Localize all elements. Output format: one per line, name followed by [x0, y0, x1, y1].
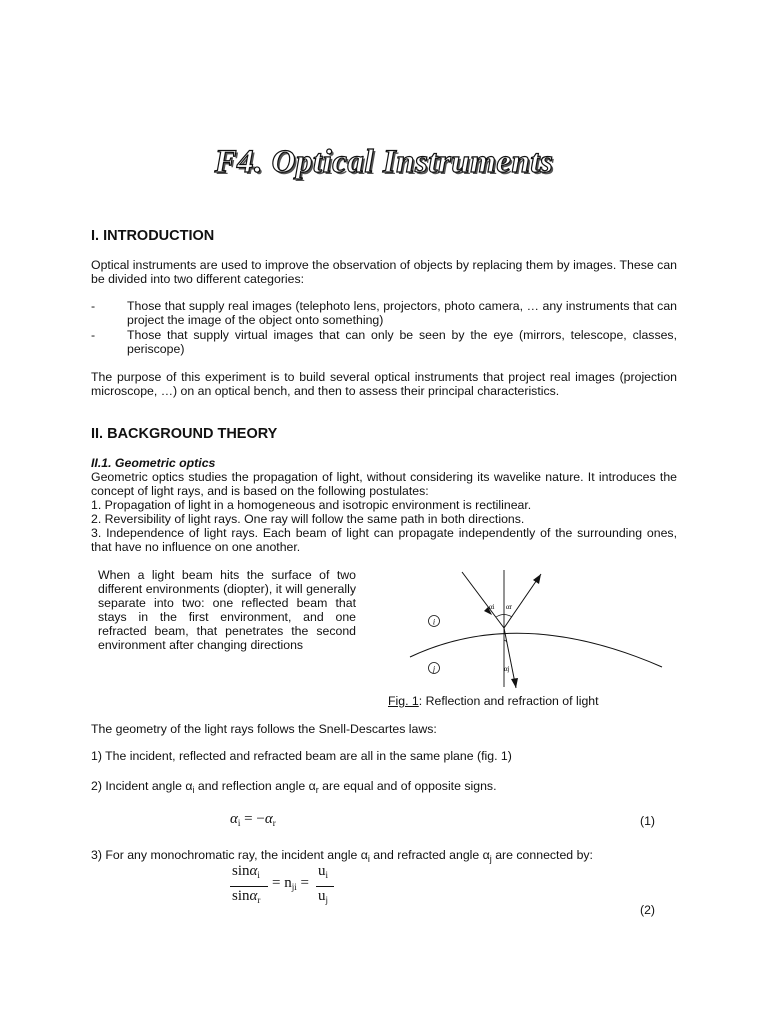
incident-ray — [462, 572, 504, 628]
intro-heading: I. INTRODUCTION — [91, 228, 215, 244]
env-i-label: i — [432, 617, 436, 627]
eq2-numerator-u: $u_i$ — [318, 863, 329, 880]
beam-description: When a light beam hits the surface of two different environments (diopter), it will generally separate into two: one reflected beam that stays in the first environment, and one refracted beam, that penetrates the second environment after changing directions — [98, 568, 356, 652]
eq2-numerator-sin: sinα$_i$ — [232, 863, 260, 880]
bullet-text: Those that supply virtual images that can only be seen by the eye (mirrors, telescope, classes, periscope) — [127, 328, 677, 356]
postulate-2: 2. Reversibility of light rays. One ray will follow the same path in both directions. — [91, 512, 525, 526]
intro-paragraph-2: The purpose of this experiment is to build several optical instruments that project real images (projection microscope, …) on an optical bench, and then to assess their principal characteristics. — [91, 370, 677, 398]
equation-1: $\alpha_i = -\alpha_r$ — [230, 811, 276, 828]
equation-1-number: (1) — [640, 814, 656, 828]
interface-curve — [410, 633, 662, 667]
bullet-marker: - — [91, 299, 96, 313]
bullet-text: Those that supply real images (telephoto lens, projectors, photo camera, … any instruments that can project the image of the object onto something) — [127, 299, 677, 327]
law-1: 1) The incident, reflected and refracted beam are all in the same plane (fig. 1) — [91, 749, 512, 763]
eq2-fraction-bar-1 — [230, 886, 268, 887]
figure-reflection-refraction — [400, 565, 690, 690]
theory-line-1: Geometric optics studies the propagation of light, without considering its wavelike nature. It introduces the concept of light rays, and is based on the following postulates: — [91, 470, 677, 498]
angle-label-incident: αi — [489, 603, 495, 611]
figure-caption-text: : Reflection and refraction of light — [418, 694, 599, 708]
equation-2-number: (2) — [640, 903, 656, 917]
angle-label-refracted: αj — [504, 665, 510, 673]
figure-caption — [388, 694, 599, 708]
law-3: 3) For any monochromatic ray, the incident angle $\alpha_i$ and refracted angle $\alpha_j$ are connected by: — [91, 848, 593, 864]
eq2-nji: = $n_{ji}$ = — [272, 875, 309, 892]
eq2-fraction-bar-2 — [316, 886, 334, 887]
eq2-denominator-u: $u_j$ — [318, 888, 329, 905]
intro-paragraph-1: Optical instruments are used to improve the observation of objects by replacing them by images. These can be divided into two different categories: — [91, 258, 677, 286]
env-j-label: j — [432, 664, 436, 674]
reflected-ray — [504, 574, 541, 628]
eq2-denominator-sin: sinα$_r$ — [232, 888, 261, 905]
theory-heading: II. BACKGROUND THEORY — [91, 426, 278, 442]
equation-2 — [230, 864, 370, 934]
page-title: F4. Optical Instruments — [214, 144, 554, 180]
postulate-1: 1. Propagation of light in a homogeneous and isotropic environment is rectilinear. — [91, 498, 532, 512]
law-2: 2) Incident angle $\alpha_i$ and reflection angle $\alpha_r$ are equal and of opposite signs. — [91, 779, 497, 795]
refracted-arrow-icon — [511, 678, 518, 688]
postulate-3: 3. Independence of light rays. Each beam of light can propagate independently of the surrounding ones, that have no influence on one another. — [91, 526, 677, 554]
geometric-optics-subheading: II.1. Geometric optics — [91, 456, 216, 470]
angle-label-reflected: αr — [506, 603, 512, 611]
snell-intro: The geometry of the light rays follows the Snell-Descartes laws: — [91, 722, 437, 736]
figure-caption-ref: Fig. 1 — [388, 694, 419, 708]
bullet-marker: - — [91, 328, 96, 342]
reflected-arrow-icon — [533, 574, 541, 584]
